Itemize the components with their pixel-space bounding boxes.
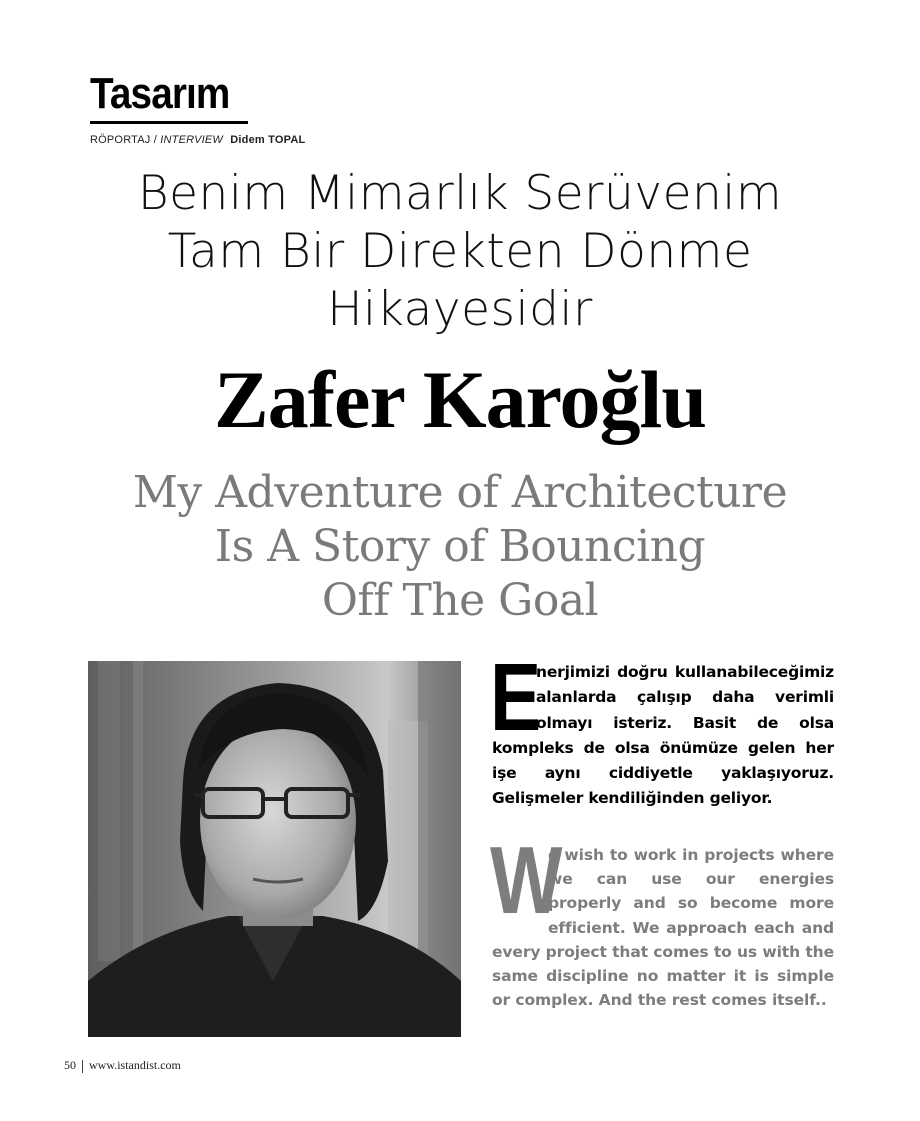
turkish-headline <box>0 165 920 339</box>
website-link[interactable]: www.istandist.com <box>89 1058 181 1072</box>
quote-turkish <box>490 644 834 812</box>
interviewee-name: Zafer Karoğlu <box>214 354 706 445</box>
byline-author: Didem TOPAL <box>230 134 306 146</box>
quote-english <box>490 827 834 1012</box>
english-headline-line: My Adventure of Architecture <box>132 467 788 518</box>
english-headline-line: Is A Story of Bouncing <box>214 521 706 572</box>
page-footer <box>64 1058 181 1073</box>
page-number: 50 <box>64 1058 76 1072</box>
turkish-headline-line: Hikayesidir <box>327 282 593 337</box>
quote-turkish-text: nerjimizi doğru kullanabileceğimiz alanlarda çalışıp daha verimli olmayı isteriz. Basit de olsa kompleks de olsa önümüze gelen her işe aynı ciddiyetle yaklaşıyoruz. Gelişmeler kendiliğinden geliyor. <box>492 663 834 808</box>
turkish-headline-line: Benim Mimarlık Serüvenim <box>137 166 783 221</box>
portrait-photo <box>88 661 461 1037</box>
english-headline <box>0 466 920 628</box>
portrait-illustration <box>88 661 461 1037</box>
dropcap-turkish: E <box>490 644 542 751</box>
section-underline <box>90 121 248 124</box>
turkish-headline-line: Tam Bir Direkten Dönme <box>167 224 753 279</box>
byline-type-tr: RÖPORTAJ / <box>90 134 157 146</box>
english-headline-line: Off The Goal <box>321 575 599 626</box>
dropcap-english: W <box>490 827 563 934</box>
section-label: Tasarım <box>90 69 230 118</box>
byline-type-en: INTERVIEW <box>160 134 223 146</box>
footer-divider <box>82 1060 83 1073</box>
quote-english-text: e wish to work in projects where we can use our energies properly and so become more efficient. We approach each and every project that comes to us with the same discipline no matter it is simple or complex. And the rest comes itself.. <box>492 846 834 1010</box>
byline <box>90 134 305 146</box>
